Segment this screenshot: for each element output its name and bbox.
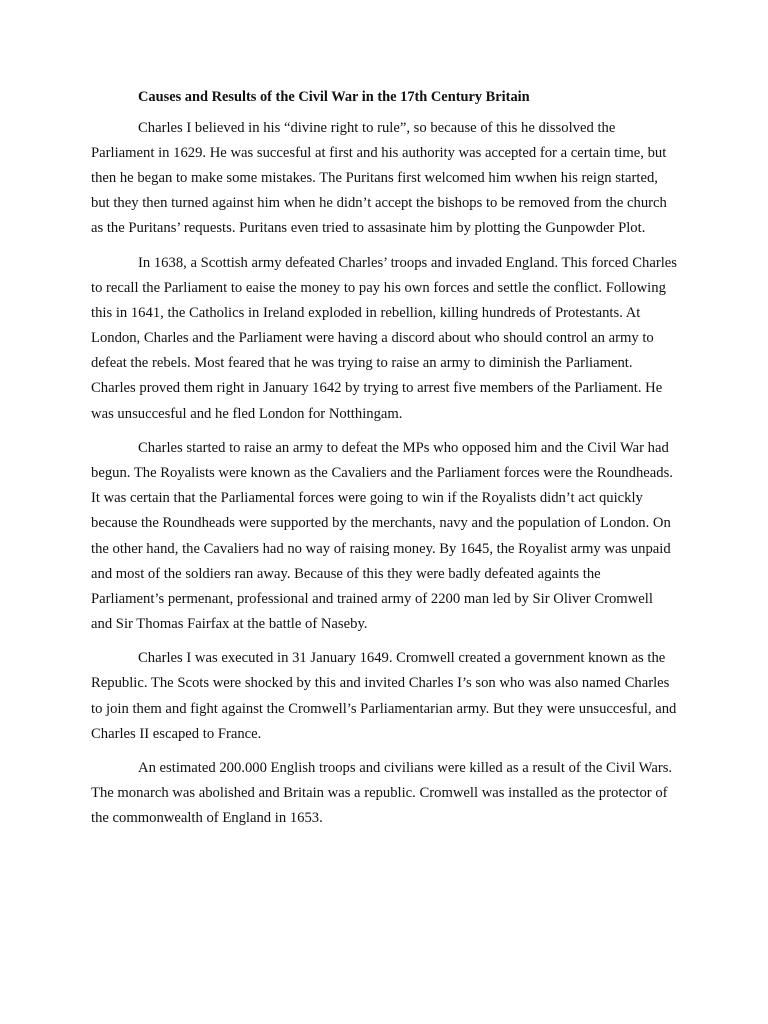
paragraph-results: An estimated 200.000 English troops and civilians were killed as a result of the Civil Wars. The monarch was abolished and Britain was a republic. Cromwell was installed as the protector of the commonwealth of England in 1653. [91,760,673,827]
paragraph-charles-divine-right: Charles I believed in his “divine right to rule”, so because of this he dissolved the Parliament in 1629. He was succesful at first and his authority was accepted for a certain time, but then he began to make some mistakes. The Puritans first welcomed him wwhen his reign started, but they then turned against him when he didn’t accept the bishops to be removed from the church as the Puritans’ requests. Puritans even tried to assasinate him by plotting the Gunpowder Plot. [91,120,667,237]
document-body [91,86,677,841]
paragraph-civil-war-begins: Charles started to raise an army to defeat the MPs who opposed him and the Civil War had begun. The Royalists were known as the Cavaliers and the Parliament forces were the Roundheads. It was certain that the Parliamental forces were going to win if the Royalists didn’t act quickly because the Roundheads were supported by the merchants, navy and the population of London. On the other hand, the Cavaliers had no way of raising money. By 1645, the Royalist army was unpaid and most of the soldiers ran away. Because of this they were badly defeated againts the Parliament’s permenant, professional and trained army of 2200 man led by Sir Oliver Cromwell and Sir Thomas Fairfax at the battle of Naseby. [91,440,673,632]
paragraph-scottish-invasion: In 1638, a Scottish army defeated Charles’ troops and invaded England. This forced Charles to recall the Parliament to eaise the money to pay his own forces and settle the conflict. Following this in 1641, the Catholics in Ireland exploded in rebellion, killing hundreds of Protestants. At London, Charles and the Parliament were having a discord about who should control an army to defeat the rebels. Most feared that he was trying to raise an army to diminish the Parliament. Charles proved them right in January 1642 by trying to arrest five members of the Parliament. He was unsuccesful and he fled London for Notthingam. [91,254,677,422]
paragraph-execution-of-charles: Charles I was executed in 31 January 1649. Cromwell created a government known as the Republic. The Scots were shocked by this and invited Charles I’s son who was also named Charles to join them and fight against the Cromwell’s Parliamentarian army. But they were unsuccesful, and Charles II escaped to France. [91,650,677,742]
document-title: Causes and Results of the Civil War in the 17th Century Britain [138,89,530,105]
